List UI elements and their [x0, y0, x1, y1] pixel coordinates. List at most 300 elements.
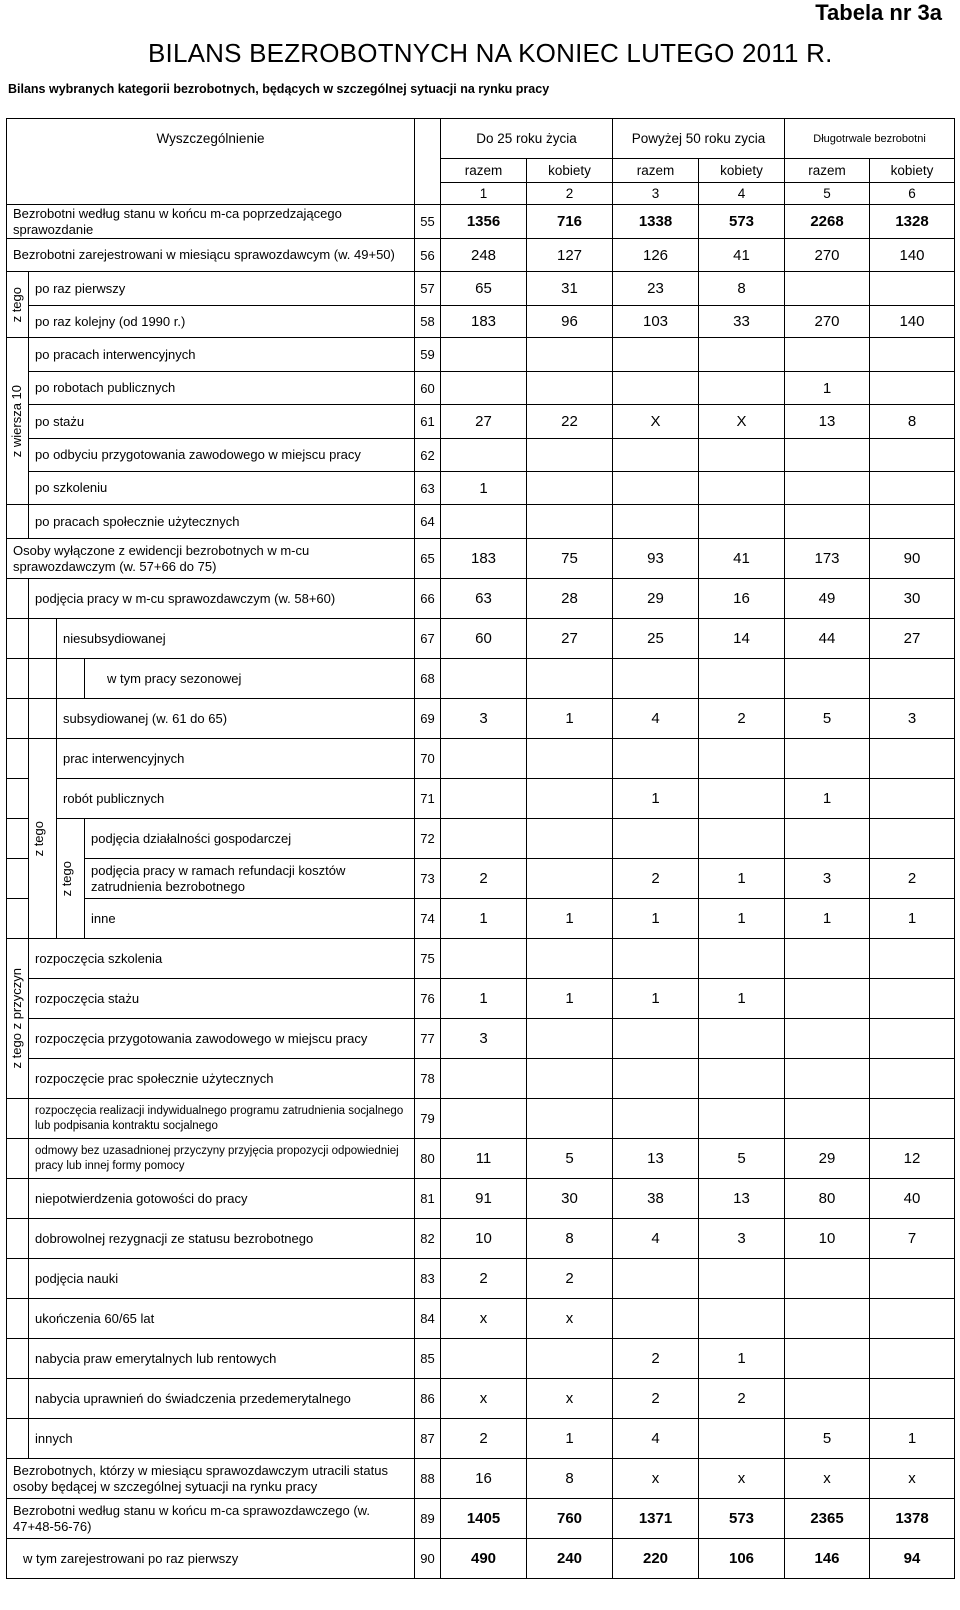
- cell-value: [785, 1059, 870, 1099]
- side-spacer: [7, 1339, 29, 1379]
- header-sub: razem: [613, 159, 699, 183]
- header-group-long-term: Długotrwale bezrobotni: [785, 119, 955, 159]
- table-row: [7, 1299, 955, 1339]
- row-label: Bezrobotnych, którzy w miesiącu sprawozdawczym utracili status osoby będącej w szczególnej sytuacji na rynku pracy: [7, 1459, 415, 1499]
- row-number: 85: [415, 1339, 441, 1379]
- table-row: [7, 306, 955, 338]
- cell-value: 1: [699, 1339, 785, 1379]
- cell-value: [870, 659, 955, 699]
- cell-value: [527, 439, 613, 472]
- cell-value: [785, 1299, 870, 1339]
- cell-value: [527, 859, 613, 899]
- cell-value: 4: [613, 699, 699, 739]
- cell-value: 3: [870, 699, 955, 739]
- cell-value: 44: [785, 619, 870, 659]
- cell-value: 1328: [870, 205, 955, 239]
- side-spacer: [57, 659, 85, 699]
- cell-value: [441, 338, 527, 372]
- cell-value: [613, 338, 699, 372]
- cell-value: 8: [527, 1219, 613, 1259]
- side-spacer: [7, 1179, 29, 1219]
- cell-value: [785, 1019, 870, 1059]
- table-row: [7, 505, 955, 539]
- cell-value: [441, 819, 527, 859]
- cell-value: [441, 1099, 527, 1139]
- cell-value: 127: [527, 239, 613, 272]
- cell-value: [699, 505, 785, 539]
- cell-value: [527, 1099, 613, 1139]
- cell-value: 140: [870, 306, 955, 338]
- header-group-over-50: Powyżej 50 roku zycia: [613, 119, 785, 159]
- table-row: [7, 659, 955, 699]
- cell-value: [699, 372, 785, 405]
- cell-value: 22: [527, 405, 613, 439]
- table-row: [7, 739, 955, 779]
- cell-value: [699, 472, 785, 505]
- row-number: 90: [415, 1539, 441, 1579]
- table-row: [7, 619, 955, 659]
- row-number: 81: [415, 1179, 441, 1219]
- row-label: dobrowolnej rezygnacji ze statusu bezrobotnego: [29, 1219, 415, 1259]
- cell-value: [527, 819, 613, 859]
- table-number: Tabela nr 3a: [815, 0, 942, 25]
- row-label: robót publicznych: [57, 779, 415, 819]
- cell-value: [785, 819, 870, 859]
- cell-value: 3: [441, 699, 527, 739]
- cell-value: 1: [870, 899, 955, 939]
- cell-value: 1405: [441, 1499, 527, 1539]
- cell-value: 41: [699, 539, 785, 579]
- row-number: 59: [415, 338, 441, 372]
- row-label: nabycia praw emerytalnych lub rentowych: [29, 1339, 415, 1379]
- cell-value: 2: [870, 859, 955, 899]
- cell-value: [699, 939, 785, 979]
- cell-value: [870, 1379, 955, 1419]
- side-spacer: [7, 859, 29, 899]
- row-number: 65: [415, 539, 441, 579]
- row-number: 72: [415, 819, 441, 859]
- cell-value: 760: [527, 1499, 613, 1539]
- cell-value: 60: [441, 619, 527, 659]
- cell-value: X: [699, 405, 785, 439]
- cell-value: 1356: [441, 205, 527, 239]
- side-label-text: z tego: [59, 860, 74, 897]
- side-spacer: [7, 899, 29, 939]
- table-row: [7, 539, 955, 579]
- cell-value: 106: [699, 1539, 785, 1579]
- cell-value: 27: [441, 405, 527, 439]
- cell-value: [870, 338, 955, 372]
- cell-value: 2: [441, 1419, 527, 1459]
- row-label: rozpoczęcia realizacji indywidualnego programu zatrudnienia socjalnego lub podpisania kontraktu socjalnego: [29, 1099, 415, 1139]
- side-spacer: [7, 779, 29, 819]
- cell-value: 2: [699, 1379, 785, 1419]
- cell-value: [441, 659, 527, 699]
- cell-value: [785, 272, 870, 306]
- side-spacer: [7, 579, 29, 619]
- cell-value: 1: [613, 979, 699, 1019]
- header-sub: kobiety: [870, 159, 955, 183]
- row-number: 80: [415, 1139, 441, 1179]
- cell-value: 1378: [870, 1499, 955, 1539]
- cell-value: 146: [785, 1539, 870, 1579]
- row-label: podjęcia pracy w m-cu sprawozdawczym (w. 58+60): [29, 579, 415, 619]
- row-label: inne: [85, 899, 415, 939]
- cell-value: [441, 1339, 527, 1379]
- cell-value: [785, 659, 870, 699]
- row-number: 63: [415, 472, 441, 505]
- cell-value: 5: [785, 699, 870, 739]
- cell-value: [785, 1379, 870, 1419]
- cell-value: x: [699, 1459, 785, 1499]
- cell-value: 3: [785, 859, 870, 899]
- table-row: [7, 272, 955, 306]
- side-label: [29, 739, 57, 939]
- row-label: po pracach społecznie użytecznych: [29, 505, 415, 539]
- row-label: w tym zarejestrowani po raz pierwszy: [7, 1539, 415, 1579]
- side-spacer: [7, 819, 29, 859]
- cell-value: 8: [699, 272, 785, 306]
- row-number: 78: [415, 1059, 441, 1099]
- cell-value: [527, 472, 613, 505]
- row-number: 89: [415, 1499, 441, 1539]
- cell-value: 1: [441, 472, 527, 505]
- cell-value: 1: [785, 899, 870, 939]
- cell-value: 173: [785, 539, 870, 579]
- row-number: 57: [415, 272, 441, 306]
- header-col-num: 6: [870, 183, 955, 205]
- cell-value: [870, 819, 955, 859]
- cell-value: [527, 1339, 613, 1379]
- cell-value: [613, 1259, 699, 1299]
- cell-value: 2: [527, 1259, 613, 1299]
- row-label: w tym pracy sezonowej: [85, 659, 415, 699]
- cell-value: [527, 1059, 613, 1099]
- cell-value: [699, 779, 785, 819]
- cell-value: 25: [613, 619, 699, 659]
- header-group-under-25: Do 25 roku życia: [441, 119, 613, 159]
- cell-value: [613, 1099, 699, 1139]
- cell-value: 16: [441, 1459, 527, 1499]
- cell-value: [870, 1019, 955, 1059]
- row-label: odmowy bez uzasadnionej przyczyny przyjęcia propozycji odpowiedniej pracy lub innej formy pomocy: [29, 1139, 415, 1179]
- cell-value: 8: [527, 1459, 613, 1499]
- cell-value: 2365: [785, 1499, 870, 1539]
- cell-value: [527, 372, 613, 405]
- cell-value: [441, 439, 527, 472]
- cell-value: [785, 1099, 870, 1139]
- table-row: [7, 1379, 955, 1419]
- row-number: 58: [415, 306, 441, 338]
- side-label: [57, 819, 85, 939]
- cell-value: [785, 338, 870, 372]
- table-row: [7, 472, 955, 505]
- row-number: 64: [415, 505, 441, 539]
- cell-value: 31: [527, 272, 613, 306]
- cell-value: 1: [699, 979, 785, 1019]
- cell-value: 1: [785, 372, 870, 405]
- row-number: 67: [415, 619, 441, 659]
- row-label: innych: [29, 1419, 415, 1459]
- cell-value: [870, 472, 955, 505]
- cell-value: 1: [441, 899, 527, 939]
- row-label: nabycia uprawnień do świadczenia przedemerytalnego: [29, 1379, 415, 1419]
- cell-value: 41: [699, 239, 785, 272]
- side-spacer: [7, 1419, 29, 1459]
- cell-value: [527, 779, 613, 819]
- row-label: rozpoczęcia stażu: [29, 979, 415, 1019]
- cell-value: 270: [785, 239, 870, 272]
- cell-value: 1: [785, 779, 870, 819]
- cell-value: 183: [441, 306, 527, 338]
- side-spacer: [7, 1219, 29, 1259]
- row-label: po stażu: [29, 405, 415, 439]
- row-label: podjęcia nauki: [29, 1259, 415, 1299]
- cell-value: 13: [785, 405, 870, 439]
- header-sub: kobiety: [527, 159, 613, 183]
- cell-value: 10: [785, 1219, 870, 1259]
- header-col-num: 5: [785, 183, 870, 205]
- cell-value: 1: [870, 1419, 955, 1459]
- cell-value: [699, 1099, 785, 1139]
- row-label: niepotwierdzenia gotowości do pracy: [29, 1179, 415, 1219]
- side-spacer: [29, 659, 57, 699]
- header-sub: razem: [441, 159, 527, 183]
- cell-value: [613, 819, 699, 859]
- cell-value: 1: [527, 699, 613, 739]
- cell-value: 7: [870, 1219, 955, 1259]
- table-row: [7, 1259, 955, 1299]
- cell-value: x: [441, 1299, 527, 1339]
- table-row: [7, 205, 955, 239]
- header-col-num: 3: [613, 183, 699, 205]
- cell-value: 248: [441, 239, 527, 272]
- cell-value: 8: [870, 405, 955, 439]
- cell-value: x: [870, 1459, 955, 1499]
- cell-value: x: [441, 1379, 527, 1419]
- cell-value: x: [527, 1379, 613, 1419]
- table-row: [7, 439, 955, 472]
- cell-value: 13: [699, 1179, 785, 1219]
- side-spacer: [7, 739, 29, 779]
- cell-value: 3: [441, 1019, 527, 1059]
- side-spacer: [7, 619, 29, 659]
- cell-value: [870, 739, 955, 779]
- table-row: [7, 1179, 955, 1219]
- cell-value: [441, 739, 527, 779]
- header-sub: kobiety: [699, 159, 785, 183]
- cell-value: [699, 439, 785, 472]
- cell-value: [527, 659, 613, 699]
- cell-value: 1338: [613, 205, 699, 239]
- cell-value: [613, 472, 699, 505]
- cell-value: 140: [870, 239, 955, 272]
- cell-value: [699, 1299, 785, 1339]
- cell-value: 1: [699, 859, 785, 899]
- cell-value: [785, 739, 870, 779]
- table-row: [7, 1459, 955, 1499]
- cell-value: [613, 939, 699, 979]
- side-spacer: [7, 1139, 29, 1179]
- row-label: Bezrobotni według stanu w końcu m-ca poprzedzającego sprawozdanie: [7, 205, 415, 239]
- cell-value: x: [527, 1299, 613, 1339]
- row-label: po raz kolejny (od 1990 r.): [29, 306, 415, 338]
- table-row: [7, 899, 955, 939]
- cell-value: [785, 472, 870, 505]
- row-label: Bezrobotni zarejestrowani w miesiącu sprawozdawcym (w. 49+50): [7, 239, 415, 272]
- header-sub: razem: [785, 159, 870, 183]
- cell-value: [441, 505, 527, 539]
- row-number: 60: [415, 372, 441, 405]
- table-row: [7, 939, 955, 979]
- cell-value: X: [613, 405, 699, 439]
- page-subtitle: Bilans wybranych kategorii bezrobotnych, będących w szczególnej sytuacji na rynku pracy: [8, 82, 550, 96]
- row-label: prac interwencyjnych: [57, 739, 415, 779]
- cell-value: [870, 439, 955, 472]
- cell-value: 1371: [613, 1499, 699, 1539]
- cell-value: 2: [699, 699, 785, 739]
- cell-value: 270: [785, 306, 870, 338]
- cell-value: 49: [785, 579, 870, 619]
- row-number: 68: [415, 659, 441, 699]
- cell-value: 126: [613, 239, 699, 272]
- row-label: Bezrobotni według stanu w końcu m-ca sprawozdawczego (w. 47+48-56-76): [7, 1499, 415, 1539]
- row-number: 70: [415, 739, 441, 779]
- row-label: rozpoczęcia przygotowania zawodowego w miejscu pracy: [29, 1019, 415, 1059]
- cell-value: [613, 439, 699, 472]
- cell-value: [785, 979, 870, 1019]
- row-number: 74: [415, 899, 441, 939]
- cell-value: 14: [699, 619, 785, 659]
- row-label: po raz pierwszy: [29, 272, 415, 306]
- cell-value: [613, 1019, 699, 1059]
- cell-value: [870, 372, 955, 405]
- cell-value: 1: [527, 1419, 613, 1459]
- cell-value: 23: [613, 272, 699, 306]
- row-label: po odbyciu przygotowania zawodowego w miejscu pracy: [29, 439, 415, 472]
- cell-value: [441, 1059, 527, 1099]
- cell-value: 2: [613, 1379, 699, 1419]
- cell-value: 3: [699, 1219, 785, 1259]
- cell-value: [785, 439, 870, 472]
- cell-value: [870, 1259, 955, 1299]
- cell-value: 4: [613, 1419, 699, 1459]
- header-spec: Wyszczególnienie: [7, 119, 415, 205]
- row-label: podjęcia pracy w ramach refundacji kosztów zatrudnienia bezrobotnego: [85, 859, 415, 899]
- cell-value: 30: [870, 579, 955, 619]
- cell-value: 16: [699, 579, 785, 619]
- side-spacer: [7, 1099, 29, 1139]
- side-spacer: [29, 619, 57, 659]
- cell-value: 2: [441, 859, 527, 899]
- table-row: [7, 405, 955, 439]
- header-col-num: 1: [441, 183, 527, 205]
- side-spacer: [7, 659, 29, 699]
- cell-value: 93: [613, 539, 699, 579]
- cell-value: [870, 272, 955, 306]
- cell-value: [870, 939, 955, 979]
- cell-value: [785, 939, 870, 979]
- header-nr-cell: [415, 119, 441, 205]
- cell-value: 183: [441, 539, 527, 579]
- cell-value: [870, 1059, 955, 1099]
- side-spacer: [7, 1379, 29, 1419]
- cell-value: 2268: [785, 205, 870, 239]
- cell-value: 10: [441, 1219, 527, 1259]
- row-label: niesubsydiowanej: [57, 619, 415, 659]
- row-number: 66: [415, 579, 441, 619]
- side-label-text: z tego: [9, 286, 24, 323]
- cell-value: 12: [870, 1139, 955, 1179]
- row-number: 84: [415, 1299, 441, 1339]
- cell-value: 96: [527, 306, 613, 338]
- side-label-text: z tego z przyczyn: [9, 968, 24, 1069]
- cell-value: [699, 1019, 785, 1059]
- cell-value: 1: [527, 899, 613, 939]
- table-row: [7, 1339, 955, 1379]
- cell-value: 1: [527, 979, 613, 1019]
- row-number: 56: [415, 239, 441, 272]
- cell-value: 220: [613, 1539, 699, 1579]
- table-row: [7, 372, 955, 405]
- row-label: po pracach interwencyjnych: [29, 338, 415, 372]
- cell-value: 573: [699, 1499, 785, 1539]
- cell-value: [613, 659, 699, 699]
- cell-value: [613, 372, 699, 405]
- cell-value: [613, 1299, 699, 1339]
- cell-value: 94: [870, 1539, 955, 1579]
- side-spacer: [7, 699, 29, 739]
- cell-value: [870, 1299, 955, 1339]
- page-title: BILANS BEZROBOTNYCH NA KONIEC LUTEGO 2011 R.: [148, 38, 833, 68]
- table-row: [7, 1099, 955, 1139]
- table-row: [7, 979, 955, 1019]
- cell-value: 5: [785, 1419, 870, 1459]
- row-number: 83: [415, 1259, 441, 1299]
- table-row: [7, 1539, 955, 1579]
- cell-value: 573: [699, 205, 785, 239]
- row-label: rozpoczęcia szkolenia: [29, 939, 415, 979]
- row-number: 62: [415, 439, 441, 472]
- row-number: 75: [415, 939, 441, 979]
- cell-value: 1: [699, 899, 785, 939]
- side-spacer: [7, 1299, 29, 1339]
- row-label: subsydiowanej (w. 61 do 65): [57, 699, 415, 739]
- cell-value: 63: [441, 579, 527, 619]
- cell-value: 2: [613, 1339, 699, 1379]
- row-number: 55: [415, 205, 441, 239]
- cell-value: 28: [527, 579, 613, 619]
- table-row: [7, 338, 955, 372]
- cell-value: [613, 739, 699, 779]
- cell-value: [785, 1259, 870, 1299]
- cell-value: [527, 739, 613, 779]
- row-label: po szkoleniu: [29, 472, 415, 505]
- cell-value: 5: [699, 1139, 785, 1179]
- cell-value: 29: [613, 579, 699, 619]
- table-row: [7, 1419, 955, 1459]
- cell-value: [699, 659, 785, 699]
- cell-value: x: [613, 1459, 699, 1499]
- header-col-num: 4: [699, 183, 785, 205]
- cell-value: [870, 1099, 955, 1139]
- row-label: podjęcia działalności gospodarczej: [85, 819, 415, 859]
- cell-value: 1: [613, 899, 699, 939]
- cell-value: [870, 1339, 955, 1379]
- cell-value: [699, 739, 785, 779]
- cell-value: 1: [613, 779, 699, 819]
- side-label: [7, 939, 29, 1099]
